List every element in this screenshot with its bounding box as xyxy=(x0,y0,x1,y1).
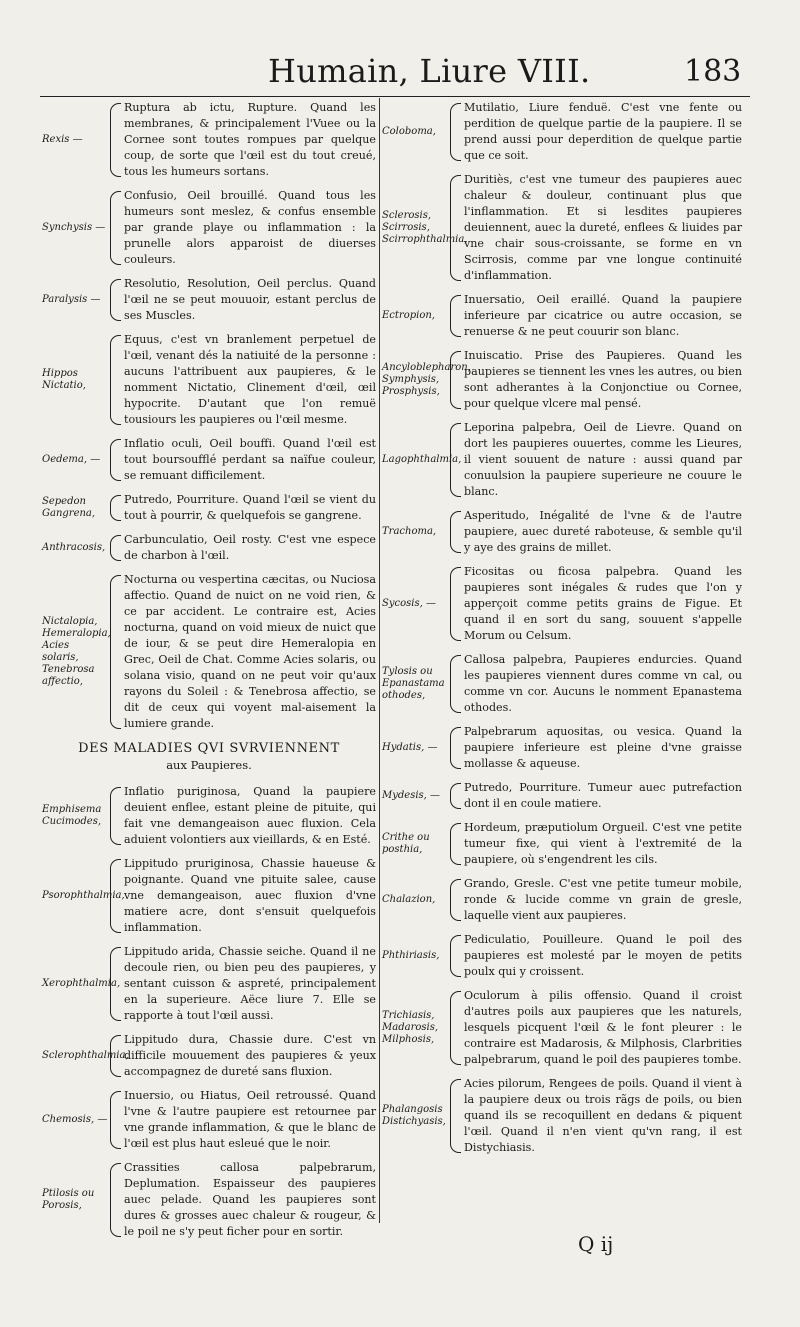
entry-text: Lippitudo arida, Chassie seiche. Quand il ne decoule rien, ou bien peu des paupieres, y sentant cuisson & aspreté, principalement en la superieure. Aëce liure 7. Elle se rapporte à tout l'œil aussi. xyxy=(124,945,376,1022)
entry-nictalopia xyxy=(42,572,376,732)
entry-text: Putredo, Pourriture. Quand l'œil se vient du tout à pourrir, & quelquefois se gangrene. xyxy=(124,493,376,522)
section-heading-title: DES MALADIES QVI SVRVIENNENT xyxy=(78,741,340,756)
brace xyxy=(450,567,461,641)
brace xyxy=(450,103,461,161)
entry-term: Hippos Nictatio, xyxy=(42,368,86,391)
entry-term: Ptilosis ou Porosis, xyxy=(42,1188,95,1211)
brace xyxy=(450,879,461,921)
brace xyxy=(450,423,461,497)
entry-ectropion xyxy=(382,292,742,340)
entry-term: Ancyloblepharon, Symphysis, Prosphysis, xyxy=(382,362,471,397)
entry-text: Resolutio, Resolution, Oeil perclus. Quand l'œil ne se peut mouuoir, estant perclus de ses Muscles. xyxy=(124,277,376,322)
entry-ancyloblepharon xyxy=(382,348,742,412)
brace xyxy=(110,439,121,481)
brace xyxy=(110,787,121,845)
brace xyxy=(450,823,461,865)
entry-trichiasis xyxy=(382,988,742,1068)
entry-term: Lagophthalmia, xyxy=(382,454,462,465)
entry-xerophthalmia xyxy=(42,944,376,1024)
brace xyxy=(450,351,461,409)
entry-term: Psorophthalmia, xyxy=(42,890,125,901)
entry-term: Rexis — xyxy=(42,134,83,145)
entry-sepedon xyxy=(42,492,376,524)
entry-term: Oedema, — xyxy=(42,454,101,465)
entry-term: Phthiriasis, xyxy=(382,950,440,961)
entry-text: Leporina palpebra, Oeil de Lievre. Quand on dort les paupieres ouuertes, comme les Lieures, il vient souuent de nature : aussi quand par conuulsion la paupiere superieure ne couure le blanc. xyxy=(464,421,742,498)
entry-text: Nocturna ou vespertina cæcitas, ou Nuciosa affectio. Quand de nuict on ne void rien, & ce par accident. Le contraire est, Acies nocturna, quand on void mieux de nuict que de iour, & se peut dire Hemeralopia en Grec, Oeil de Chat. Comme Acies solaris, ou solana visio, quand on ne peut voir qu'aux rayons du Soleil : & Tenebrosa affectio, se dit de ceux qui voyent mal-aisement la lumiere grande. xyxy=(124,573,376,730)
entry-mydesis xyxy=(382,780,742,812)
section-heading-subtitle: aux Paupieres. xyxy=(166,758,252,772)
entry-term: Trachoma, xyxy=(382,526,437,537)
brace xyxy=(450,655,461,713)
entry-text: Inflatio puriginosa, Quand la paupiere deuient enflee, estant pleine de pituite, qui fait vne demangeaison auec fluxion. Cela aduient volontiers aux vieillards, & en Esté. xyxy=(124,785,376,846)
column-divider xyxy=(379,98,380,1223)
brace xyxy=(110,335,121,425)
entry-sycosis xyxy=(382,564,742,644)
brace xyxy=(110,859,121,933)
entry-text: Inuersatio, Oeil eraillé. Quand la paupiere inferieure par cicatrice ou autre occasion, se renuerse & ne peut couurir son blanc. xyxy=(464,293,742,338)
entry-term: Anthracosis, xyxy=(42,542,106,553)
left-column xyxy=(42,100,376,1248)
brace xyxy=(110,191,121,265)
brace xyxy=(110,1035,121,1077)
entry-text: Inuersio, ou Hiatus, Oeil retroussé. Quand l'vne & l'autre paupiere est retournee par vne grande inflammation, & que le blanc de l'œil est plus haut esleué que le noir. xyxy=(124,1089,376,1150)
entry-text: Grando, Gresle. C'est vne petite tumeur mobile, ronde & lucide comme vn grain de gresle, laquelle vient aux paupieres. xyxy=(464,877,742,922)
entry-term: Phalangosis Distichyasis, xyxy=(382,1104,446,1127)
entry-term: Sepedon Gangrena, xyxy=(42,496,96,519)
entry-term: Mydesis, — xyxy=(382,790,441,801)
entry-sclerosis xyxy=(382,172,742,284)
entry-term: Sycosis, — xyxy=(382,598,436,609)
brace xyxy=(450,1079,461,1153)
entry-term: Crithe ou posthia, xyxy=(382,832,430,855)
entry-sclerophthalmia xyxy=(42,1032,376,1080)
brace xyxy=(450,175,461,281)
entry-paralysis xyxy=(42,276,376,324)
brace xyxy=(110,1091,121,1149)
entry-tylosis xyxy=(382,652,742,716)
entry-term: Sclerophthalmia, xyxy=(42,1050,129,1061)
entry-term: Tylosis ou Epanastama othodes, xyxy=(382,666,445,701)
entry-rexis xyxy=(42,100,376,180)
entry-chemosis xyxy=(42,1088,376,1152)
signature-mark: Q ij xyxy=(578,1232,614,1256)
entry-text: Lippitudo pruriginosa, Chassie haueuse & poignante. Quand vne pituite salee, cause vne demangeaison, auec fluxion d'vne matiere acre, dont s'ensuit quelquefois inflammation. xyxy=(124,857,376,934)
entry-text: Acies pilorum, Rengees de poils. Quand il vient à la paupiere deux ou trois rãgs de poils, ou bien quand ils se recoquillent en dedans & piquent l'œil. Quand il n'en vient qu'vn rang, il est Distychiasis. xyxy=(464,1077,742,1154)
brace xyxy=(450,935,461,977)
entry-text: Callosa palpebra, Paupieres endurcies. Quand les paupieres viennent dures comme vn cal, ou comme vn cor. Aucuns le nomment Epanastema othodes. xyxy=(464,653,742,714)
entry-term: Sclerosis, Scirrosis, Scirrophthalmia, xyxy=(382,210,468,245)
entry-text: Mutilatio, Liure fenduë. C'est vne fente ou perdition de quelque partie de la paupiere. Il se prend aussi pour deperdition de quelque partie que ce soit. xyxy=(464,101,742,162)
entry-text: Inuiscatio. Prise des Paupieres. Quand les paupieres se tiennent les vnes les autres, ou bien sont adherantes à la Conjonctiue ou Cornee, pour quelque vlcere mal pensé. xyxy=(464,349,742,410)
entry-text: Oculorum à pilis offensio. Quand il croist d'autres poils aux paupieres que les naturels, lesquels picquent l'œil & le font pleurer : le contraire est Madarosis, & Milphosis, Clarbrities palpebrarum, quand le poil des paupieres tombe. xyxy=(464,989,742,1066)
brace xyxy=(110,103,121,177)
entry-text: Ruptura ab ictu, Rupture. Quand les membranes, & principalement l'Vuee ou la Cornee sont toutes rompues par quelque coup, de sorte que l'œil est du tout creué, tous les humeurs sortans. xyxy=(124,101,376,178)
entry-hydatis xyxy=(382,724,742,772)
entry-phthiriasis xyxy=(382,932,742,980)
brace xyxy=(110,495,121,521)
entry-text: Pediculatio, Pouilleure. Quand le poil des paupieres est molesté par le moyen de petits poulx qui y croissent. xyxy=(464,933,742,978)
brace xyxy=(110,535,121,561)
entry-text: Equus, c'est vn branlement perpetuel de l'œil, venant dés la natiuité de la personne : aucuns l'attribuent aux paupieres, & le nomment Nictatio, Clinement d'œil, œil hypocrite. D'autant que l'on remuë tousiours les paupieres ou l'œil mesme. xyxy=(124,333,376,426)
entry-text: Crassities callosa palpebrarum, Deplumation. Espaisseur des paupieres auec pelade. Quand les paupieres sont dures & grosses auec chaleur & rougeur, & le poil ne s'y peut ficher pour en sortir. xyxy=(124,1161,376,1238)
entry-crithe xyxy=(382,820,742,868)
section-heading xyxy=(42,740,376,774)
brace xyxy=(450,727,461,769)
entry-anthracosis xyxy=(42,532,376,564)
entry-term: Xerophthalmia, xyxy=(42,978,121,989)
page-number: 183 xyxy=(684,54,742,89)
running-title: Humain, Liure VIII. xyxy=(268,52,591,90)
entry-text: Lippitudo dura, Chassie dure. C'est vn difficile mouuement des paupieres & yeux accompagnez de dureté sans fluxion. xyxy=(124,1033,376,1078)
entry-term: Chalazion, xyxy=(382,894,436,905)
entry-term: Paralysis — xyxy=(42,294,101,305)
brace xyxy=(450,783,461,809)
entry-trachoma xyxy=(382,508,742,556)
brace xyxy=(110,1163,121,1237)
entry-emphisema xyxy=(42,784,376,848)
entry-text: Confusio, Oeil brouillé. Quand tous les humeurs sont meslez, & confus ensemble par grande playe ou inflammation : la prunelle alors apparoist de diuerses couleurs. xyxy=(124,189,376,266)
brace xyxy=(450,511,461,553)
entry-term: Hydatis, — xyxy=(382,742,438,753)
entry-ptilosis xyxy=(42,1160,376,1240)
entry-text: Putredo, Pourriture. Tumeur auec putrefaction dont il en coule matiere. xyxy=(464,781,742,810)
entry-oedema xyxy=(42,436,376,484)
entry-term: Coloboma, xyxy=(382,126,436,137)
entry-lagophthalmia xyxy=(382,420,742,500)
entry-term: Emphisema Cucimodes, xyxy=(42,804,102,827)
entry-coloboma xyxy=(382,100,742,164)
entry-phalangosis xyxy=(382,1076,742,1156)
entry-text: Palpebrarum aquositas, ou vesica. Quand la paupiere inferieure est pleine d'vne graisse mollasse & aqueuse. xyxy=(464,725,742,770)
entry-text: Ficositas ou ficosa palpebra. Quand les paupieres sont inégales & rudes que l'on y apperçoit comme petits grains de Figue. Et quand il en sort du sang, souuent s'appelle Morum ou Celsum. xyxy=(464,565,742,642)
brace xyxy=(110,575,121,729)
entry-term: Ectropion, xyxy=(382,310,435,321)
entry-text: Asperitudo, Inégalité de l'vne & de l'autre paupiere, auec dureté raboteuse, & semble qu'il y aye des grains de millet. xyxy=(464,509,742,554)
brace xyxy=(110,947,121,1021)
brace xyxy=(450,991,461,1065)
entry-psorophthalmia xyxy=(42,856,376,936)
entry-chalazion xyxy=(382,876,742,924)
brace xyxy=(110,279,121,321)
brace xyxy=(450,295,461,337)
entry-term: Chemosis, — xyxy=(42,1114,108,1125)
entry-term: Synchysis — xyxy=(42,222,106,233)
entry-text: Inflatio oculi, Oeil bouffi. Quand l'œil est tout boursoufflé perdant sa naïfue couleur, se remuant difficilement. xyxy=(124,437,376,482)
entry-text: Hordeum, præputiolum Orgueil. C'est vne petite tumeur fixe, qui vient à l'extremité de la paupiere, où s'engendrent les cils. xyxy=(464,821,742,866)
entry-hippos xyxy=(42,332,376,428)
entry-term: Nictalopia, Hemeralopia, Acies solaris, Tenebrosa affectio, xyxy=(42,616,111,687)
entry-text: Duritiès, c'est vne tumeur des paupieres auec chaleur & douleur, continuant plus que l'inflammation. Et si lesdites paupieres deuiennent, auec la dureté, enflees & liuides par vne chair sous-croissante, se forme en vn Scirrosis, comme par vne longue continuité d'inflammation. xyxy=(464,173,742,282)
entry-text: Carbunculatio, Oeil rosty. C'est vne espece de charbon à l'œil. xyxy=(124,533,376,562)
entry-synchysis xyxy=(42,188,376,268)
header-rule xyxy=(40,96,750,97)
entry-term: Trichiasis, Madarosis, Milphosis, xyxy=(382,1010,439,1045)
right-column xyxy=(382,100,742,1164)
